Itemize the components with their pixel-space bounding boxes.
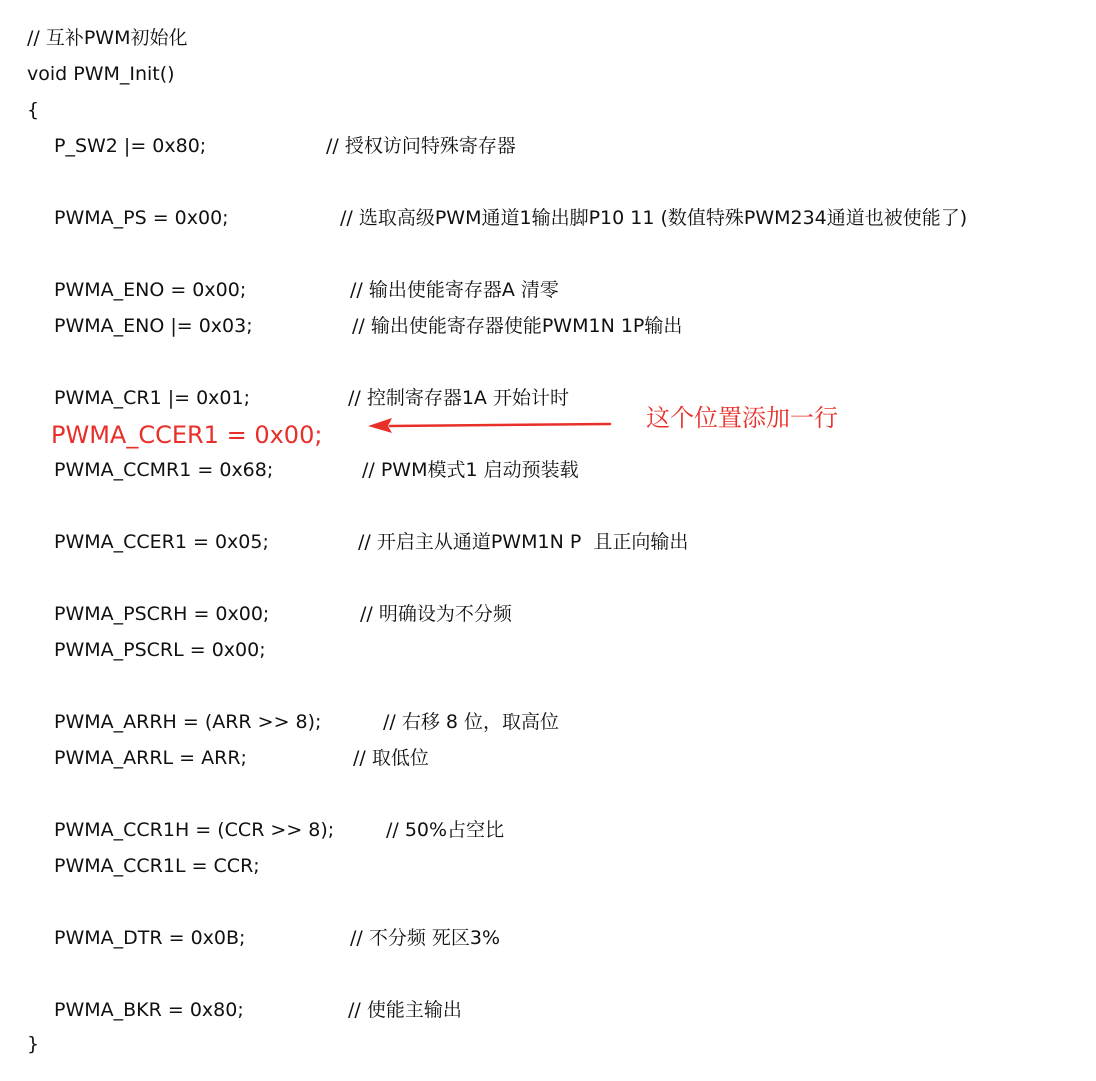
comment-pwma-ccer1: // 开启主从通道PWM1N P 且正向输出 — [358, 531, 689, 553]
open-brace: { — [27, 99, 40, 121]
code-line-pwma-ccr1h — [54, 818, 334, 842]
code-line-pwma-arrl — [54, 746, 247, 770]
code-text: P_SW2 |= 0x80; — [54, 135, 207, 157]
code-text: PWMA_ENO |= 0x03; — [54, 315, 253, 337]
code-text: PWMA_BKR = 0x80; — [54, 999, 244, 1021]
code-line-pwma-pscrh — [54, 602, 269, 626]
annotation-note: 这个位置添加一行 — [646, 404, 838, 432]
code-text: PWMA_ARRH = (ARR >> 8); — [54, 711, 322, 733]
code-text: PWMA_PSCRL = 0x00; — [54, 639, 266, 661]
code-line-pwma-ccr1l — [54, 854, 260, 878]
code-line-pwma-arrh — [54, 710, 321, 734]
comment-pwma-cr1: // 控制寄存器1A 开始计时 — [348, 387, 569, 409]
code-line-pwma-eno-clear — [54, 278, 246, 302]
inserted-code-line: PWMA_CCER1 = 0x00; — [51, 421, 323, 449]
function-signature: void PWM_Init() — [27, 63, 175, 85]
code-line-pwma-ccmr1 — [54, 458, 273, 482]
comment-pwma-eno-clear: // 输出使能寄存器A 清零 — [350, 279, 559, 301]
code-text: PWMA_ARRL = ARR; — [54, 747, 247, 769]
code-line-p-sw2 — [54, 134, 206, 158]
comment-pwma-pscrh: // 明确设为不分频 — [360, 603, 512, 625]
code-text: PWMA_PS = 0x00; — [54, 207, 229, 229]
code-text: PWMA_DTR = 0x0B; — [54, 927, 246, 949]
code-text: PWMA_CCR1H = (CCR >> 8); — [54, 819, 335, 841]
close-brace: } — [27, 1033, 40, 1055]
header-comment: // 互补PWM初始化 — [27, 27, 188, 49]
code-line-pwma-ccer1 — [54, 530, 269, 554]
comment-pwma-dtr: // 不分频 死区3% — [350, 927, 501, 949]
code-text: PWMA_ENO = 0x00; — [54, 279, 247, 301]
comment-pwma-bkr: // 使能主输出 — [348, 999, 462, 1021]
code-text: PWMA_PSCRH = 0x00; — [54, 603, 270, 625]
code-line-pwma-bkr — [54, 998, 244, 1022]
code-line-pwma-pscrl — [54, 638, 266, 662]
code-text: PWMA_CCMR1 = 0x68; — [54, 459, 274, 481]
code-text: PWMA_CCER1 = 0x05; — [54, 531, 269, 553]
code-text: PWMA_CCR1L = CCR; — [54, 855, 260, 877]
comment-pwma-arrh: // 右移 8 位，取高位 — [383, 711, 560, 733]
code-line-pwma-ps — [54, 206, 229, 230]
code-line-pwma-eno-set — [54, 314, 253, 338]
code-line-pwma-cr1 — [54, 386, 250, 410]
comment-p-sw2: // 授权访问特殊寄存器 — [326, 135, 516, 157]
comment-pwma-eno-set: // 输出使能寄存器使能PWM1N 1P输出 — [352, 315, 683, 337]
code-text: PWMA_CR1 |= 0x01; — [54, 387, 251, 409]
comment-pwma-arrl: // 取低位 — [353, 747, 429, 769]
comment-pwma-ccmr1: // PWM模式1 启动预装载 — [362, 459, 579, 481]
code-line-pwma-dtr — [54, 926, 245, 950]
comment-pwma-ps: // 选取高级PWM通道1输出脚P10 11 (数值特殊PWM234通道也被使能了) — [340, 207, 968, 229]
arrow-left-icon — [360, 410, 620, 440]
comment-pwma-ccr1h: // 50%占空比 — [386, 819, 505, 841]
